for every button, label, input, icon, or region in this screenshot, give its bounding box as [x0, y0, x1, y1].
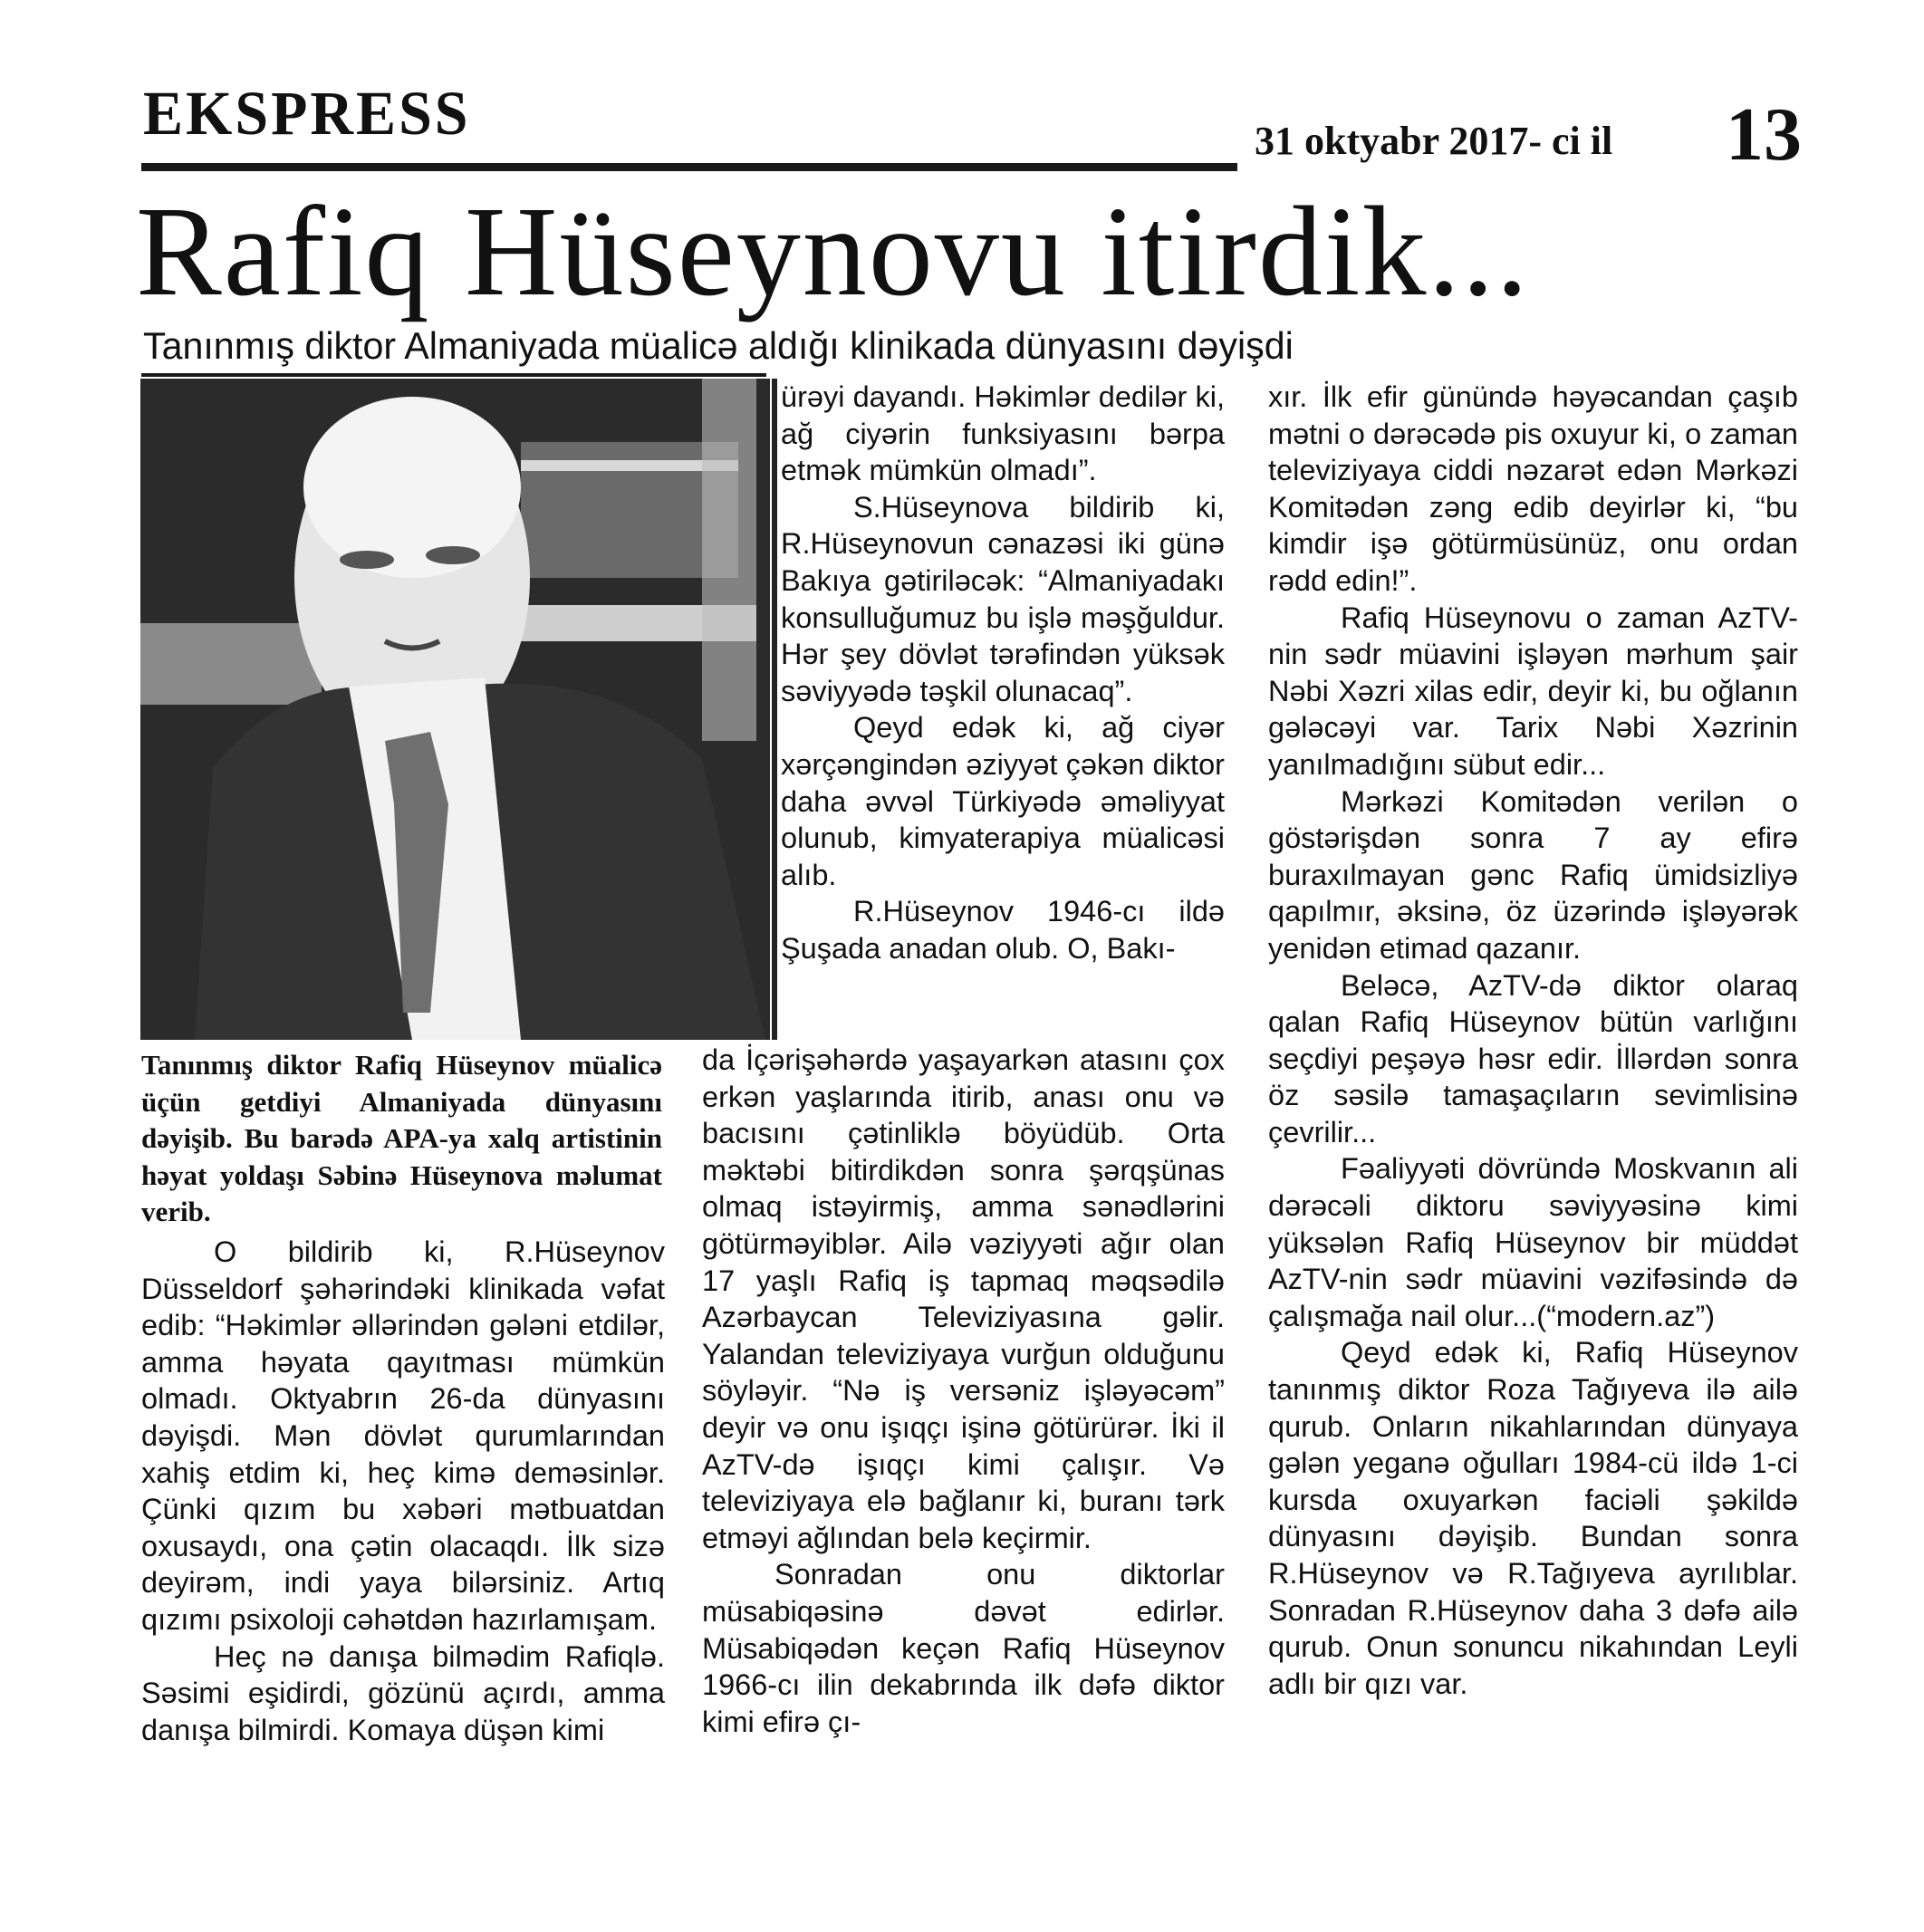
- column-right: [1268, 379, 1798, 1702]
- column-middle-top: [781, 379, 1225, 967]
- paragraph: Heç nə danışa bilmədim Rafiqlə. Səsimi eşidirdi, gözünü açırdı, amma danışa bilmirdi. Komaya düşən kimi: [141, 1639, 665, 1746]
- publication-name: EKSPRESS: [143, 79, 471, 149]
- paragraph: Qeyd edək ki, ağ ciyər xərçəngindən əziyyət çəkən diktor daha əvvəl Türkiyədə əməliyyat olunub, kimyaterapiya müalicəsi alıb.: [781, 711, 1225, 891]
- paragraph: da İçərişəhərdə yaşayarkən atasını çox erkən yaşlarında itirib, anası onu və bacısını çətinliklə böyüdüb. Orta məktəbi bitirdikdən sonra şərqşünas olmaq istəyirmiş, amma sənədlərini götürməyiblər. Ailə vəziyyəti ağır olan 17 yaşlı Rafiq iş tapmaq məqsədilə Azərbaycan Televiziyasına gəlir. Yalandan televiziyaya vurğun olduğunu söyləyir. “Nə iş versəniz işləyəcəm” deyir və onu işıqçı işinə götürürər. İki il AzTV-də işıqçı kimi çalışır. Və televiziyaya elə bağlanır ki, buranı tərk etməyi ağlından belə keçirmir.: [702, 1043, 1225, 1554]
- column-left: [141, 1234, 665, 1748]
- article-subtitle: Tanınmış diktor Almaniyada müalicə aldığı klinikada dünyasını dəyişdi: [143, 324, 1294, 367]
- subtitle-rule: [141, 373, 766, 377]
- paragraph: S.Hüseynova bildirib ki, R.Hüseynovun cənazəsi iki günə Bakıya gətiriləcək: “Almaniyadakı konsulluğumuz bu işlə məşğuldur. Hər şey dövlət tərəfindən yüksək səviyyədə təşkil olunacaq”.: [781, 490, 1225, 707]
- photo-caption: Tanınmış diktor Rafiq Hüseynov müalicə üçün getdiyi Almaniyada dünyasını dəyişib. Bu barədə APA-ya xalq artistinin həyat yoldaşı Səbinə Hüseynova məlumat verib.: [141, 1049, 662, 1228]
- paragraph: R.Hüseynov 1946-cı ildə Şuşada anadan olub. O, Bakı-: [781, 895, 1225, 965]
- portrait-photo: [140, 379, 770, 1040]
- paragraph: Rafiq Hüseynovu o zaman AzTV-nin sədr müavini işləyən mərhum şair Nəbi Xəzri xilas edir, deyir ki, bu oğlanın gələcəyi var. Tarix Nəbi Xəzrinin yanılmadığını sübut edir...: [1268, 601, 1798, 781]
- column-middle-bottom: [702, 1042, 1225, 1740]
- masthead-rule: [141, 163, 1237, 171]
- paragraph: O bildirib ki, R.Hüseynov Düsseldorf şəhərindəki klinikada vəfat edib: “Həkimlər əllərindən gələni etdilər, amma həyata qayıtması mümkün olmadı. Oktyabrın 26-da dünyasını dəyişdi. Mən dövlət qurumlarından xahiş etdim ki, heç kimə deməsinlər. Çünki qızım bu xəbəri mətbuatdan oxusaydı, ona çətin olacaqdı. İlk sizə deyirəm, indi yaya bilərsiniz. Artıq qızımı psixoloji cəhətdən hazırlamışam.: [141, 1235, 665, 1636]
- paragraph: Mərkəzi Komitədən verilən o göstərişdən sonra 7 ay efirə buraxılmayan gənc Rafiq ümidsizliyə qapılmır, əksinə, öz üzərində işləyərək yenidən etimad qazanır.: [1268, 784, 1798, 965]
- paragraph: Qeyd edək ki, Rafiq Hüseynov tanınmış diktor Roza Tağıyeva ilə ailə qurub. Onların nikahlarından dünyaya gələn yeganə oğulları 1984-cü ildə 1-ci kursda oxuyarkən faciəli şəkildə dünyasını dəyişib. Bundan sonra R.Hüseynov və R.Tağıyeva ayrılıblar. Sonradan R.Hüseynov daha 3 dəfə ailə qurub. Onun sonuncu nikahından Leyli adlı bir qızı var.: [1268, 1336, 1798, 1700]
- paragraph: Beləcə, AzTV-də diktor olaraq qalan Rafiq Hüseynov bütün varlığını seçdiyi peşəyə həsr edir. İllərdən sonra öz səsilə tamaşaçıların sevimlisinə çevrilir...: [1268, 968, 1798, 1149]
- column-divider: [772, 379, 777, 1040]
- paragraph: Fəaliyyəti dövründə Moskvanın ali dərəcəli diktoru səviyyəsinə kimi yüksələn Rafiq Hüseynov bir müddət AzTV-nin sədr müavini vəzifəsində də çalışmağa nail olur...(“modern.az”): [1268, 1152, 1798, 1332]
- issue-date: 31 oktyabr 2017- ci il: [1255, 119, 1613, 163]
- paragraph: xır. İlk efir günündə həyəcandan çaşıb mətni o dərəcədə pis oxuyur ki, o zaman televiziyaya ciddi nəzarət edən Mərkəzi Komitədən zəng edib deyirlər ki, “bu kimdir işə götürmüsünüz, onu ordan rədd edin!”.: [1268, 380, 1798, 597]
- paragraph: ürəyi dayandı. Həkimlər dedilər ki, ağ ciyərin funksiyasını bərpa etmək mümkün olmadı”.: [781, 380, 1225, 487]
- paragraph: Sonradan onu diktorlar müsabiqəsinə dəvət edirlər. Müsabiqədən keçən Rafiq Hüseynov 1966-cı ilin dekabrında ilk dəfə diktor kimi efirə çı-: [702, 1558, 1225, 1738]
- page-number: 13: [1726, 92, 1802, 177]
- article-headline: Rafiq Hüseynovu itirdik...: [136, 179, 1530, 322]
- portrait-image: [140, 379, 770, 1040]
